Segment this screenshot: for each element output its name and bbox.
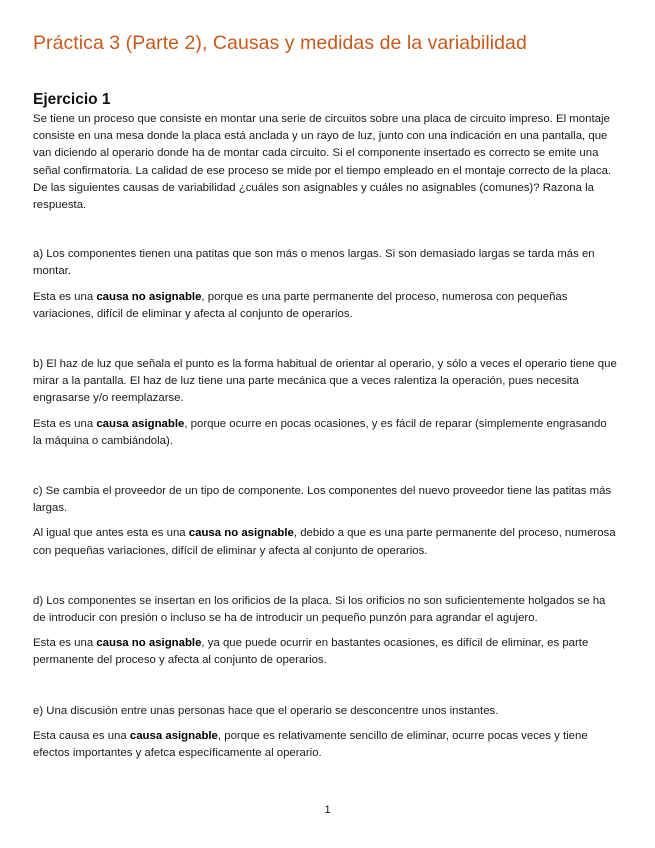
answer-e-classification: causa asignable [129, 729, 218, 742]
answer-e-lead: Esta causa es una [33, 729, 130, 742]
answer-c-classification: causa no asignable [188, 527, 294, 540]
answer-e [33, 728, 618, 762]
page-number: 1 [324, 804, 331, 816]
question-b: b) El haz de luz que señala el punto es la forma habitual de orientar al operario, y sólo a veces el operario tiene que mirar a la pantalla. El haz de luz tiene una parte mecánica que a veces ralentiza la operación, pues necesita engrasarse y/o reemplazarse. [33, 358, 617, 405]
question-c: c) Se cambia el proveedor de un tipo de componente. Los componentes del nuevo proveedor tiene las patitas más largas. [33, 485, 612, 515]
answer-c-reason: , debido a que es una parte permanente del proceso, numerosa con pequeñas variaciones, difícil de eliminar y afecta al conjunto de operarios. [33, 527, 616, 557]
answer-a-classification: causa no asignable [96, 290, 202, 303]
document-title: Práctica 3 (Parte 2), Causas y medidas de la variabilidad [33, 32, 527, 54]
document-page [33, 30, 618, 762]
answer-b-classification: causa asignable [96, 417, 185, 430]
question-a: a) Los componentes tienen una patitas que son más o menos largas. Si son demasiado largas se tarda más en montar. [33, 248, 595, 278]
answer-e-reason: , porque es relativamente sencillo de eliminar, ocurre pocas veces y tiene efectos importantes y afetca específicamente al operario. [33, 729, 588, 760]
answer-a-lead: Esta es una [33, 290, 97, 303]
answer-d-reason: , ya que puede ocurrir en bastantes ocasiones, es difícil de eliminar, es parte permanente del proceso y afecta al conjunto de operarios. [33, 637, 589, 667]
exercise-heading: Ejercicio 1 [33, 91, 111, 108]
answer-d-lead: Esta es una [33, 637, 97, 650]
answer-a-reason: , porque es una parte permanente del proceso, numerosa con pequeñas variaciones, difícil de eliminar y afecta al conjunto de operarios. [33, 290, 568, 320]
answer-b-lead: Esta es una [33, 417, 97, 430]
answer-b-reason: , porque ocurre en pocas ocasiones, y es fácil de reparar (simplemente engrasando la máquina o cambiándola). [33, 417, 607, 447]
answer-d [33, 635, 618, 669]
answer-a [33, 289, 618, 323]
exercise-intro: Se tiene un proceso que consiste en montar una serie de circuitos sobre una placa de circuito impreso. El montaje consiste en una mesa donde la placa está anclada y un rayo de luz, junto con una indicación en una pantalla, que van diciendo al operario donde ha de montar cada circuito. Si el componente insertado es correcto se emite una señal confirmatoria. La calidad de ese proceso se mide por el tiempo empleado en el montaje correcto de la placa. De las siguientes causas de variabilidad ¿cuáles son asignables y cuáles no asignables (comunes)? Razona la respuesta. [33, 113, 612, 212]
answer-b [33, 416, 618, 450]
answer-c [33, 525, 618, 559]
question-e: e) Una discusión entre unas personas hace que el operario se desconcentre unos instantes. [33, 704, 499, 717]
answer-d-classification: causa no asignable [96, 637, 202, 650]
answer-c-lead: Al igual que antes esta es una [33, 527, 189, 540]
question-d: d) Los componentes se insertan en los orificios de la placa. Si los orificios no son suficientemente holgados se ha de introducir con presión o incluso se ha de introducir un pequeño punzón para agrandar el agujero. [33, 594, 606, 625]
